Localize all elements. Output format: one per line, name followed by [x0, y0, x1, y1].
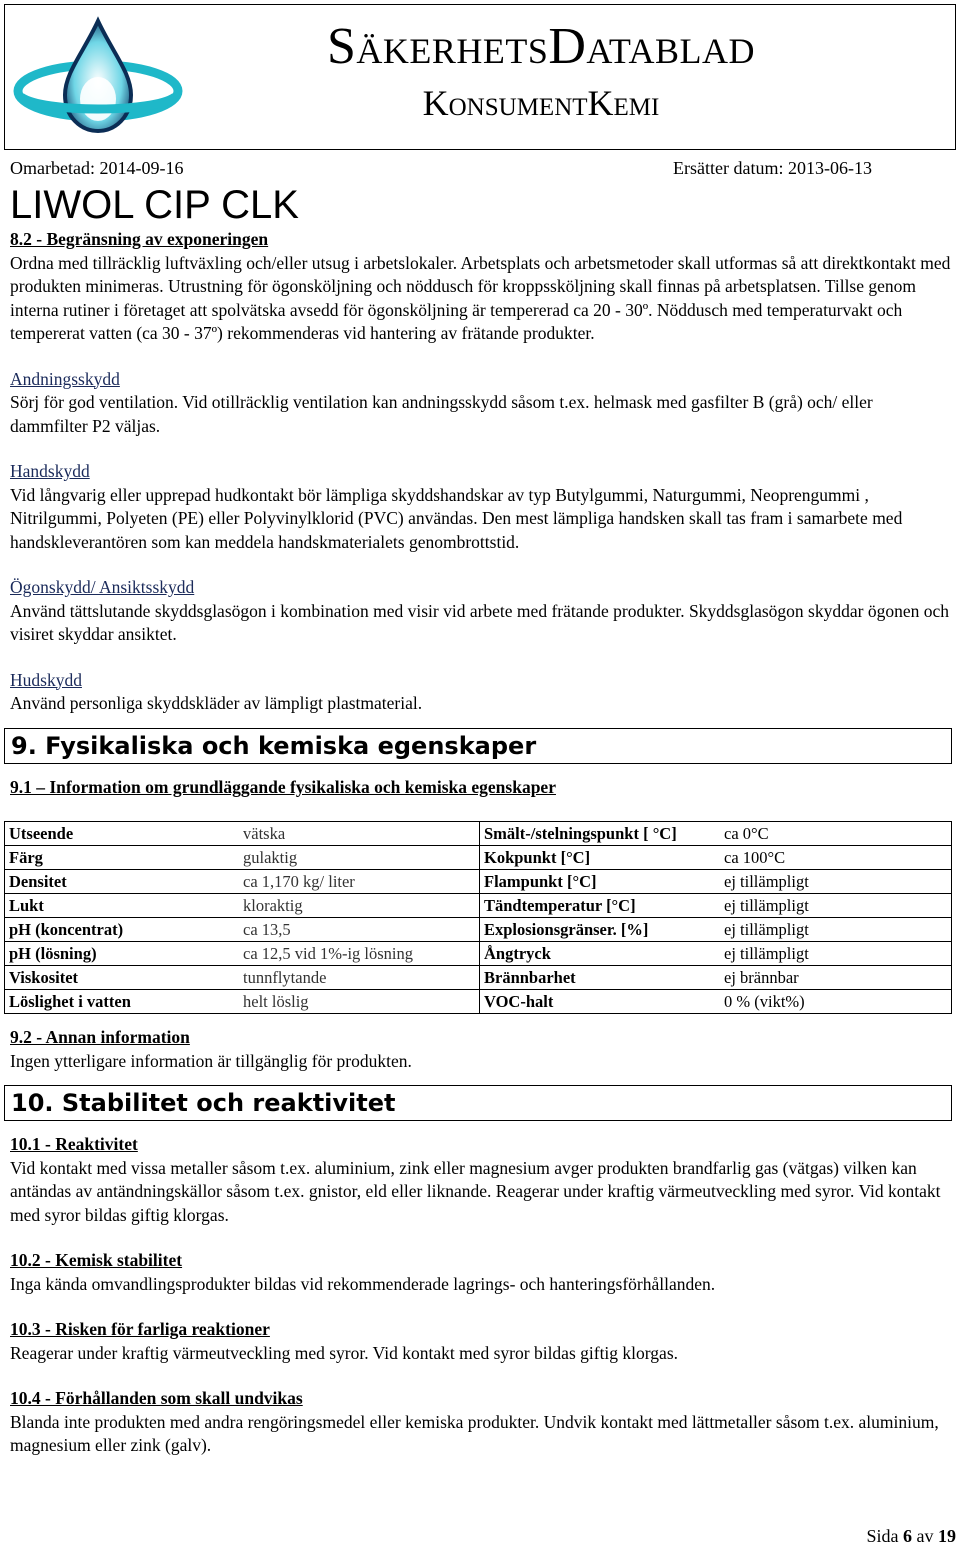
respiratory-protection-text: Sörj för god ventilation. Vid otillräcklig ventilation kan andningsskydd såsom t.ex. helmask med gasfilter B (grå) och/ eller dammfilter P2 väljas. [10, 392, 873, 436]
property-label: Tändtemperatur [°C] [480, 894, 721, 918]
table-row [5, 870, 952, 894]
property-label: Viskositet [5, 966, 240, 990]
property-value: kloraktig [239, 894, 480, 918]
property-value: 0 % (vikt%) [720, 990, 952, 1014]
property-value: vätska [239, 822, 480, 846]
section-9-2-heading: 9.2 - Annan information [10, 1027, 190, 1047]
property-label: Lukt [5, 894, 240, 918]
respiratory-protection-heading: Andningsskydd [10, 368, 120, 389]
section-10-2-heading: 10.2 - Kemisk stabilitet [10, 1250, 183, 1270]
section-10-1-heading: 10.1 - Reaktivitet [10, 1134, 138, 1154]
property-value: ej tillämpligt [720, 870, 952, 894]
property-label: Densitet [5, 870, 240, 894]
property-label: Utseende [5, 822, 240, 846]
property-label: Ångtryck [480, 942, 721, 966]
section-9-2-text: Ingen ytterligare information är tillgänglig för produkten. [10, 1050, 412, 1071]
table-row [5, 894, 952, 918]
property-value: ca 100°C [720, 846, 952, 870]
skin-protection-heading: Hudskydd [10, 669, 82, 690]
property-value: ca 0°C [720, 822, 952, 846]
document-type-title: SäkerhetsDatablad [326, 18, 756, 75]
property-value: ca 13,5 [239, 918, 480, 942]
product-name: LIWOL CIP CLK [10, 183, 299, 227]
header-box [4, 4, 956, 150]
table-row [5, 990, 952, 1014]
property-label: Explosionsgränser. [%] [480, 918, 721, 942]
properties-table [4, 821, 952, 1014]
section-10-4-text: Blanda inte produkten med andra rengöringsmedel eller kemiska produkter. Undvik kontakt med lättmetaller såsom t.ex. aluminium, magnesium eller zink (galv). [10, 1411, 939, 1455]
section-9-title: 9. Fysikaliska och kemiska egenskaper [4, 728, 952, 764]
table-row [5, 918, 952, 942]
table-row [5, 942, 952, 966]
table-row [5, 822, 952, 846]
section-10-1-text: Vid kontakt med vissa metaller såsom t.ex. aluminium, zink eller magnesium avger produkten brandfarlig gas (vätgas) vilken kan antändas av antändningskällor såsom t.ex. gnistor, eld eller liknande. Reagerar under kraftig värmeutveckling med syror. Vid kontakt med syror bildas giftig klorgas. [10, 1157, 941, 1225]
property-label: pH (koncentrat) [5, 918, 240, 942]
property-value: ej tillämpligt [720, 894, 952, 918]
property-label: Brännbarhet [480, 966, 721, 990]
section-10-2-text: Inga kända omvandlingsprodukter bildas vid rekommenderade lagrings- och hanteringsförhållanden. [10, 1273, 716, 1294]
section-10-3-heading: 10.3 - Risken för farliga reaktioner [10, 1319, 270, 1339]
property-label: pH (lösning) [5, 942, 240, 966]
property-label: Löslighet i vatten [5, 990, 240, 1014]
property-value: ca 1,170 kg/ liter [239, 870, 480, 894]
property-label: VOC-halt [480, 990, 721, 1014]
property-label: Färg [5, 846, 240, 870]
document-category: KonsumentKemi [422, 83, 660, 123]
section-8-2-text: Ordna med tillräcklig luftväxling och/eller utsug i arbetslokaler. Arbetsplats och arbetsmetoder skall utformas så att direktkontakt med produkten minimeras. Utrustning för ögonsköljning och nöddusch för kroppssköljning skall finnas på arbetsplatsen. Tillse genom interna rutiner i företaget att spolvätska avsedd för ögonsköljning är tempererad ca 20 - 30º. Nöddusch med temperaturvakt och tempererat vatten (ca 30 - 37º) rekommenderas vid hantering av frätande produkter. [10, 252, 951, 343]
property-value: tunnflytande [239, 966, 480, 990]
property-value: ej tillämpligt [720, 942, 952, 966]
document-body [10, 228, 954, 1458]
property-value: ej tillämpligt [720, 918, 952, 942]
property-label: Smält-/stelningspunkt [ °C] [480, 822, 721, 846]
section-9-1-heading: 9.1 – Information om grundläggande fysikaliska och kemiska egenskaper [10, 776, 556, 797]
hand-protection-text: Vid långvarig eller upprepad hudkontakt bör lämpliga skyddshandskar av typ Butylgummi, Naturgummi, Neoprengummi , Nitrilgummi, Polyeten (PE) eller Polyvinylklorid (PVC) användas. Den mest lämpliga handsken skall tas fram i samarbete med handskleverantören som kan meddela handskmaterialets genombrottstid. [10, 484, 903, 552]
table-row [5, 966, 952, 990]
hand-protection-heading: Handskydd [10, 461, 90, 481]
property-value: ej brännbar [720, 966, 952, 990]
section-10-4-heading: 10.4 - Förhållanden som skall undvikas [10, 1388, 303, 1408]
property-value: ca 12,5 vid 1%-ig lösning [239, 942, 480, 966]
replaces-date: Ersätter datum: 2013-06-13 [673, 158, 872, 178]
property-value: gulaktig [239, 846, 480, 870]
eye-protection-heading: Ögonskydd/ Ansiktsskydd [10, 577, 195, 597]
revision-date: Omarbetad: 2014-09-16 [10, 158, 184, 178]
page-number: Sida 6 av 19 [866, 1526, 956, 1546]
property-value: helt löslig [239, 990, 480, 1014]
property-label: Kokpunkt [°C] [480, 846, 721, 870]
eye-protection-text: Använd tättslutande skyddsglasögon i kombination med visir vid arbete med frätande produkter. Skyddsglasögon skyddar ögonen och visiret skyddar ansiktet. [10, 600, 950, 644]
section-10-3-text: Reagerar under kraftig värmeutveckling med syror. Vid kontakt med syror bildas giftig klorgas. [10, 1342, 678, 1363]
property-label: Flampunkt [°C] [480, 870, 721, 894]
water-drop-logo [13, 13, 183, 143]
table-row [5, 846, 952, 870]
skin-protection-text: Använd personliga skyddskläder av lämpligt plastmaterial. [10, 693, 423, 713]
section-8-2-heading: 8.2 - Begränsning av exponeringen [10, 229, 269, 249]
section-10-title: 10. Stabilitet och reaktivitet [4, 1085, 952, 1121]
